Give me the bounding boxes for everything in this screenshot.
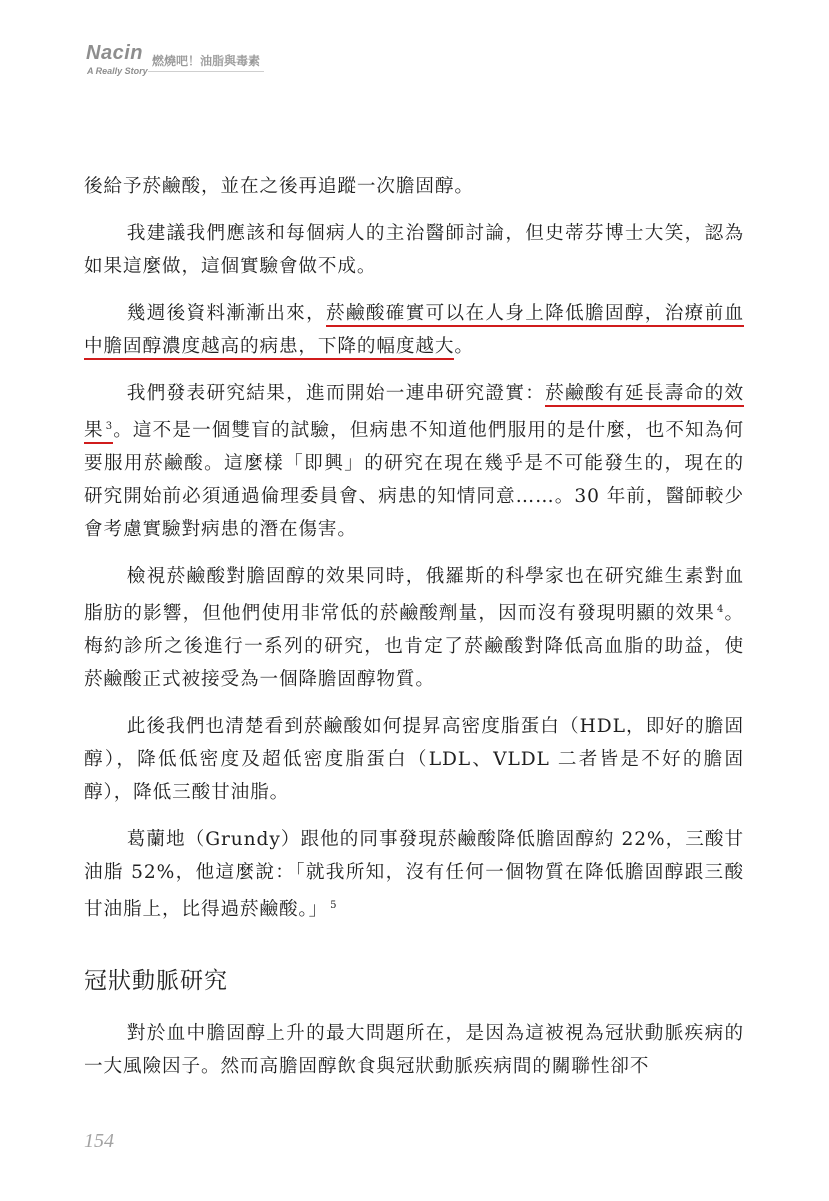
footnote-reference: 5 (330, 900, 338, 911)
underlined-highlight: 菸鹼酸有延長壽命 (545, 383, 704, 407)
underlined-highlight: 前血中膽固醇濃度越高的病患，下降的幅度越大 (84, 303, 744, 360)
footnote-reference: 4 (717, 604, 725, 615)
paragraph (84, 560, 744, 696)
paragraph-continuation: 後給予菸鹼酸，並在之後再追蹤一次膽固醇。 (84, 176, 474, 197)
text-run: 。梅約診所之後進行一系列的研究，也肯定了菸鹼酸對降低高血脂的助益，使菸鹼酸正式被接受為一個降膽固醇物質。 (84, 603, 744, 690)
text-run: 檢視菸鹼酸對膽固醇的效果同時，俄羅斯的科學家也在研究維生素對血脂肪的影響，但他們使用非常低的菸鹼酸劑量，因而沒有發現明顯的效果 (84, 566, 744, 624)
section-heading: 冠狀動脈研究 (84, 968, 228, 994)
text-run: 的效果 (84, 383, 744, 441)
text-run: 。 (454, 336, 474, 357)
text-run: 我們發表研究結果，進而開始一連串研究證實： (126, 383, 546, 404)
paragraph: 對於血中膽固醇上升的最大問題所在，是因為這被視為冠狀動脈疾病的一大風險因子。然而高膽固醇飲食與冠狀動脈疾病間的關聯性卻不 (84, 1023, 744, 1077)
page-number: 154 (84, 1130, 114, 1152)
paragraph: 我建議我們應該和每個病人的主治醫師討論，但史蒂芬博士大笑，認為如果這麼做，這個實驗會做不成。 (84, 223, 744, 277)
brand-tagline: A Really Story (87, 66, 148, 76)
paragraph (84, 823, 744, 926)
footnote-reference: 3 (105, 421, 113, 432)
paragraph (84, 377, 744, 546)
page-body (84, 170, 744, 1083)
book-title-label: 燃燒吧！油脂與毒素 (148, 52, 264, 72)
paragraph: 此後我們也清楚看到菸鹼酸如何提昇高密度脂蛋白（HDL，即好的膽固醇），降低低密度及超低密度脂蛋白（LDL、VLDL 二者皆是不好的膽固醇），降低三酸甘油脂。 (84, 716, 744, 803)
paragraph (84, 297, 744, 363)
underlined-highlight: 菸鹼酸確實可以在人身上降低膽固醇，治療 (326, 303, 705, 327)
brand-logo-text: Nacin (86, 42, 143, 64)
text-run: 葛蘭地（Grundy）跟他的同事發現菸鹼酸降低膽固醇約 22%，三酸甘油脂 52%，他這麼說：「就我所知，沒有任何一個物質在降低膽固醇跟三酸甘油脂上，比得過菸鹼酸。」 (84, 829, 744, 920)
text-run: 幾週後資料漸漸出來， (126, 303, 327, 324)
text-run: 。這不是一個雙盲的試驗，但病患不知道他們服用的是什麼，也不知為何要服用菸鹼酸。這麼樣「即興」的研究在現在幾乎是不可能發生的，現在的研究開始前必須通過倫理委員會、病患的知情同意……。30 年前，醫師較少會考慮實驗對病患的潛在傷害。 (84, 420, 744, 540)
